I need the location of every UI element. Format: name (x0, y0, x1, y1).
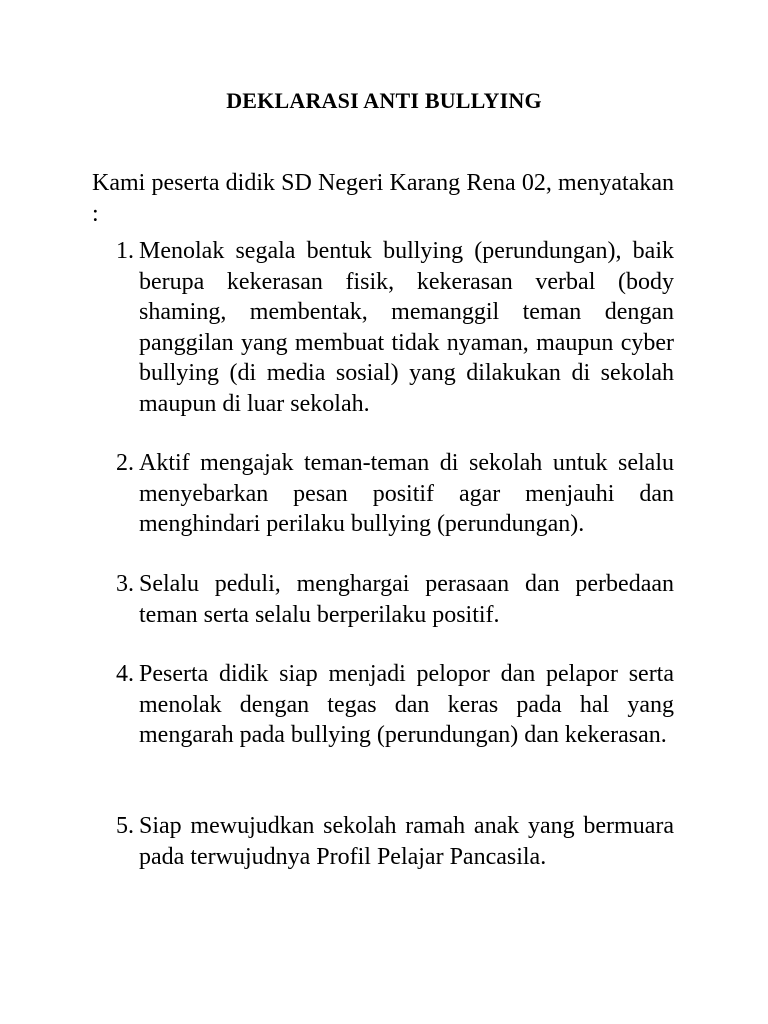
item-text: Peserta didik siap menjadi pelopor dan pelapor serta menolak dengan tegas dan keras pada hal yang mengarah pada bullying (perundungan) dan kekerasan. (139, 661, 674, 748)
item-number: 4. (116, 661, 134, 687)
item-number: 1. (116, 238, 134, 264)
item-text: Aktif mengajak teman-teman di sekolah untuk selalu menyebarkan pesan positif agar menjauhi dan menghindari perilaku bullying (perundungan). (139, 450, 674, 537)
item-number: 5. (116, 813, 134, 839)
document-title: DEKLARASI ANTI BULLYING (226, 88, 542, 113)
item-number: 3. (116, 571, 134, 597)
item-text: Siap mewujudkan sekolah ramah anak yang bermuara pada terwujudnya Profil Pelajar Pancasila. (139, 813, 674, 870)
intro-paragraph: Kami peserta didik SD Negeri Karang Rena 02, menyatakan : (92, 170, 674, 227)
item-text: Selalu peduli, menghargai perasaan dan perbedaan teman serta selalu berperilaku positif. (139, 571, 674, 628)
item-number: 2. (116, 450, 134, 476)
item-text: Menolak segala bentuk bullying (perundungan), baik berupa kekerasan fisik, kekerasan verbal (body shaming, membentak, memanggil teman dengan panggilan yang membuat tidak nyaman, maupun cyber bullying (di media sosial) yang dilakukan di sekolah maupun di luar sekolah. (139, 238, 674, 417)
